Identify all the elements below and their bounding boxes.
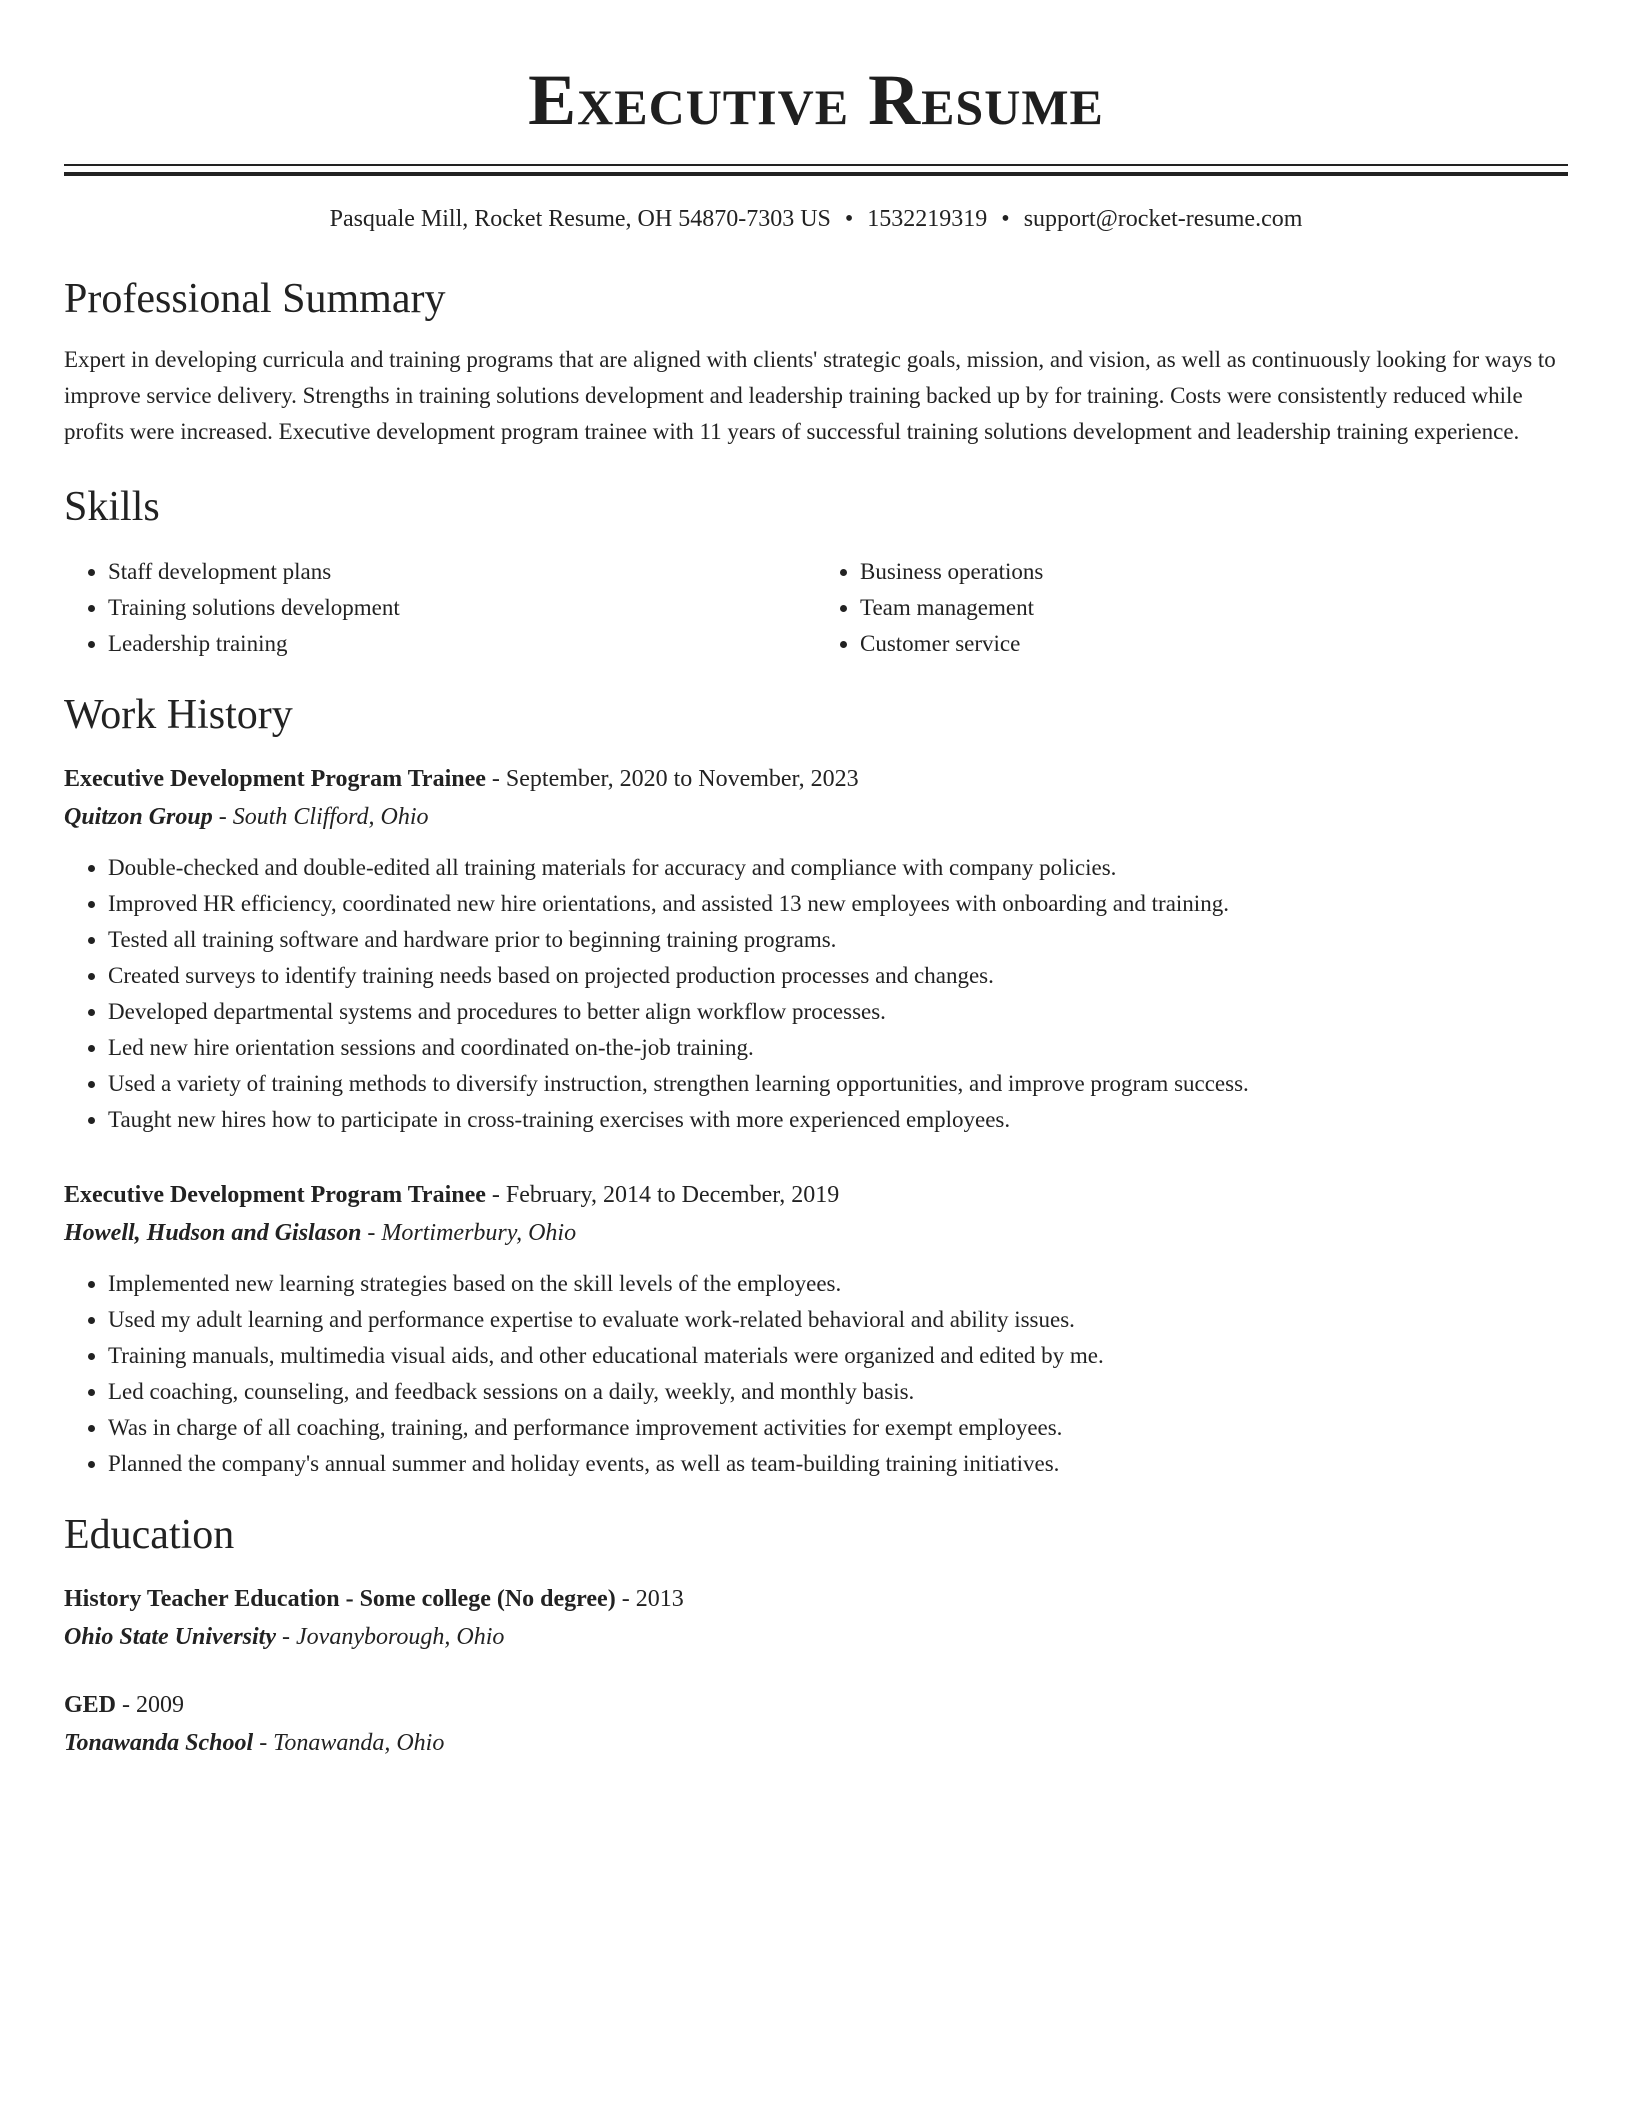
job-bullet: • Used my adult learning and performance expertise to evaluate work-related behavioral and ability issues. (108, 1302, 1568, 1338)
job-company: Howell, Hudson and Gislason (64, 1220, 362, 1246)
summary-text: Expert in developing curricula and training programs that are aligned with clients' strategic goals, mission, and vision, as well as continuously looking for ways to improve service delivery. Strengths in training solutions development and leadership training backed up by for training. Costs were consistently reduced while profits were increased. Executive development program trainee with 11 years of successful training solutions development and leadership training experience. (64, 347, 1556, 444)
contact-phone: 1532219319 (867, 206, 988, 232)
skills-left-list (64, 554, 816, 662)
skill-item: • Training solutions development (108, 590, 816, 626)
skills-heading: Skills (64, 484, 160, 530)
job-bullet: • Tested all training software and hardware prior to beginning training programs. (108, 922, 1568, 958)
job-bullet: • Planned the company's annual summer and holiday events, as well as team-building training initiatives. (108, 1446, 1568, 1482)
work-history-heading: Work History (64, 692, 293, 738)
job-location: - Mortimerbury, Ohio (361, 1220, 577, 1246)
education-year: - 2013 (615, 1586, 684, 1612)
resume-title: Executive Resume (528, 60, 1104, 140)
skills-section (64, 482, 1568, 662)
contact-separator: • (1001, 206, 1010, 232)
job-company: Quitzon Group (64, 804, 213, 830)
education-entry (64, 1580, 1568, 1656)
education-location: - Jovanyborough, Ohio (276, 1624, 505, 1650)
work-history-section (64, 690, 1568, 1482)
job-bullet: • Was in charge of all coaching, training, and performance improvement activities for exempt employees. (108, 1410, 1568, 1446)
skills-right-list (816, 554, 1568, 662)
job-dates: - February, 2014 to December, 2019 (485, 1182, 840, 1208)
job-bullet: • Created surveys to identify training needs based on projected production processes and changes. (108, 958, 1568, 994)
job-header (64, 1176, 1568, 1214)
job-employer (64, 798, 1568, 836)
education-degree: GED (64, 1692, 117, 1718)
education-degree: History Teacher Education - Some college (No degree) (64, 1586, 616, 1612)
job-bullet: • Taught new hires how to participate in cross-training exercises with more experienced employees. (108, 1102, 1568, 1138)
education-entry (64, 1686, 1568, 1762)
job-bullets (64, 850, 1568, 1138)
education-school: Tonawanda School (64, 1730, 254, 1756)
education-year: - 2009 (116, 1692, 185, 1718)
summary-section (64, 274, 1568, 450)
job-bullets (64, 1266, 1568, 1482)
education-school: Ohio State University (64, 1624, 277, 1650)
job-header (64, 760, 1568, 798)
skill-item: • Team management (860, 590, 1568, 626)
job-bullet: • Led new hire orientation sessions and coordinated on-the-job training. (108, 1030, 1568, 1066)
job-bullet: • Implemented new learning strategies based on the skill levels of the employees. (108, 1266, 1568, 1302)
contact-separator: • (844, 206, 854, 232)
education-school-line (64, 1724, 1568, 1762)
education-location: - Tonawanda, Ohio (253, 1730, 445, 1756)
job-bullet: • Led coaching, counseling, and feedback sessions on a daily, weekly, and monthly basis. (108, 1374, 1568, 1410)
job-dates: - September, 2020 to November, 2023 (485, 766, 859, 792)
contact-address: Pasquale Mill, Rocket Resume, OH 54870-7303 US (329, 206, 831, 232)
contact-line (64, 204, 1568, 234)
education-header (64, 1686, 1568, 1724)
job-employer (64, 1214, 1568, 1252)
job-location: - South Clifford, Ohio (212, 804, 429, 830)
job-entry (64, 1176, 1568, 1482)
title-rule-thick (64, 172, 1568, 176)
job-entry (64, 760, 1568, 1138)
job-bullet: • Training manuals, multimedia visual aids, and other educational materials were organized and edited by me. (108, 1338, 1568, 1374)
education-header (64, 1580, 1568, 1618)
education-school-line (64, 1618, 1568, 1656)
skill-item: • Business operations (860, 554, 1568, 590)
summary-heading: Professional Summary (64, 276, 446, 322)
skills-columns (64, 554, 1568, 662)
job-bullet: • Improved HR efficiency, coordinated new hire orientations, and assisted 13 new employees with onboarding and training. (108, 886, 1568, 922)
title-rule-thin (64, 164, 1568, 166)
education-section (64, 1510, 1568, 1762)
job-title: Executive Development Program Trainee (64, 766, 486, 792)
skill-item: • Staff development plans (108, 554, 816, 590)
education-heading: Education (64, 1512, 235, 1558)
job-title: Executive Development Program Trainee (64, 1182, 486, 1208)
job-bullet: • Used a variety of training methods to diversify instruction, strengthen learning opportunities, and improve program success. (108, 1066, 1568, 1102)
job-bullet: • Developed departmental systems and procedures to better align workflow processes. (108, 994, 1568, 1030)
contact-email: support@rocket-resume.com (1023, 206, 1303, 232)
skill-item: • Leadership training (108, 626, 816, 662)
skill-item: • Customer service (860, 626, 1568, 662)
job-bullet: • Double-checked and double-edited all training materials for accuracy and compliance with company policies. (108, 850, 1568, 886)
